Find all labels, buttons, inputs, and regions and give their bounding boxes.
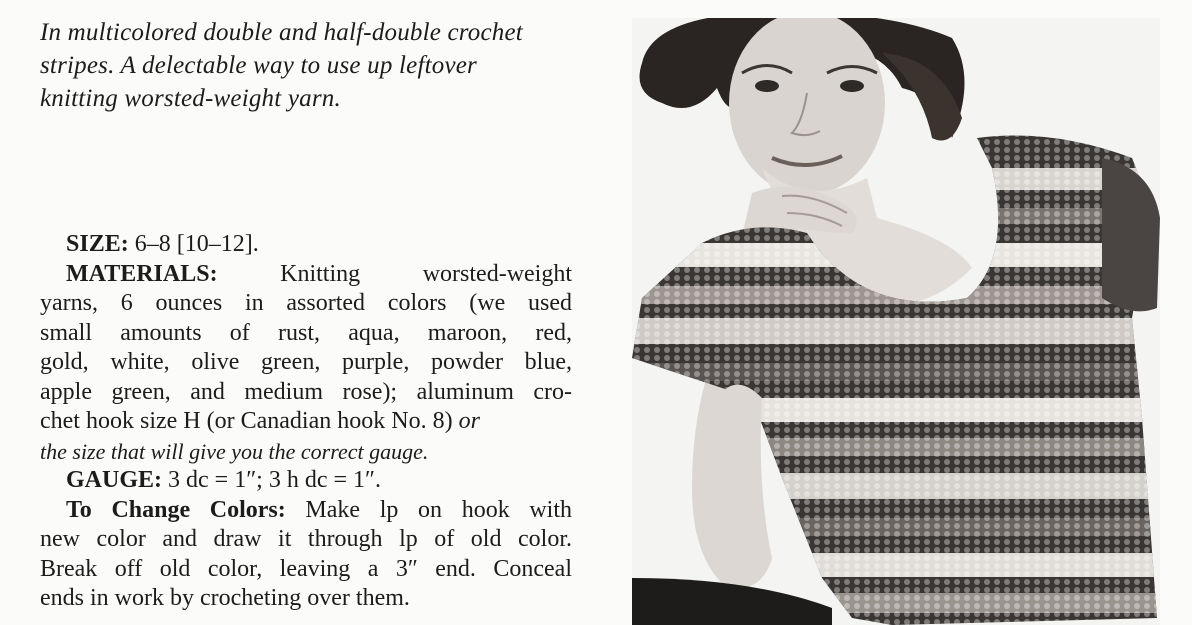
materials-line <box>40 260 572 290</box>
size-value: 6–8 [10–12]. <box>128 231 259 257</box>
size-line <box>40 230 572 260</box>
materials-gauge-note: the size that will give you the correct gauge. <box>40 438 429 464</box>
model-photo-illustration <box>632 18 1160 625</box>
materials-line: yarns, 6 ounces in assorted colors (we used <box>40 290 572 316</box>
change-colors-line <box>40 496 572 526</box>
materials-word: worsted-weight <box>422 260 573 287</box>
change-colors-line: Break off old color, leaving a 3″ end. Conceal <box>40 555 572 582</box>
intro-line: In multicolored double and half-double crochet <box>40 19 523 46</box>
size-label: SIZE: <box>66 231 129 257</box>
materials-line: gold, white, olive green, purple, powder blue, <box>40 349 572 375</box>
materials-label: MATERIALS: <box>66 260 218 287</box>
materials-line: apple green, and medium rose); aluminum cro- <box>40 378 572 405</box>
gauge-line <box>40 466 572 496</box>
intro-caption <box>40 16 600 115</box>
materials-or-text: or <box>452 408 480 434</box>
materials-word: Knitting <box>280 260 361 287</box>
intro-line: stripes. A delectable way to use up leftover <box>40 52 477 79</box>
model-photo <box>632 18 1160 625</box>
gauge-label: GAUGE: <box>66 467 162 493</box>
change-colors-text: Make lp on hook with <box>285 496 573 523</box>
materials-line <box>40 407 572 437</box>
change-colors-line: new color and draw it through lp of old color. <box>40 526 572 552</box>
change-colors-line: ends in work by crocheting over them. <box>40 585 410 611</box>
gauge-value: 3 dc = 1″; 3 h dc = 1″. <box>162 467 382 493</box>
intro-line: knitting worsted-weight yarn. <box>40 85 341 112</box>
instructions <box>40 230 572 614</box>
change-colors-label: To Change Colors: <box>66 496 286 523</box>
materials-line: small amounts of rust, aqua, maroon, red, <box>40 319 572 346</box>
materials-hook-text: chet hook size H (or Canadian hook No. 8) <box>40 408 453 434</box>
